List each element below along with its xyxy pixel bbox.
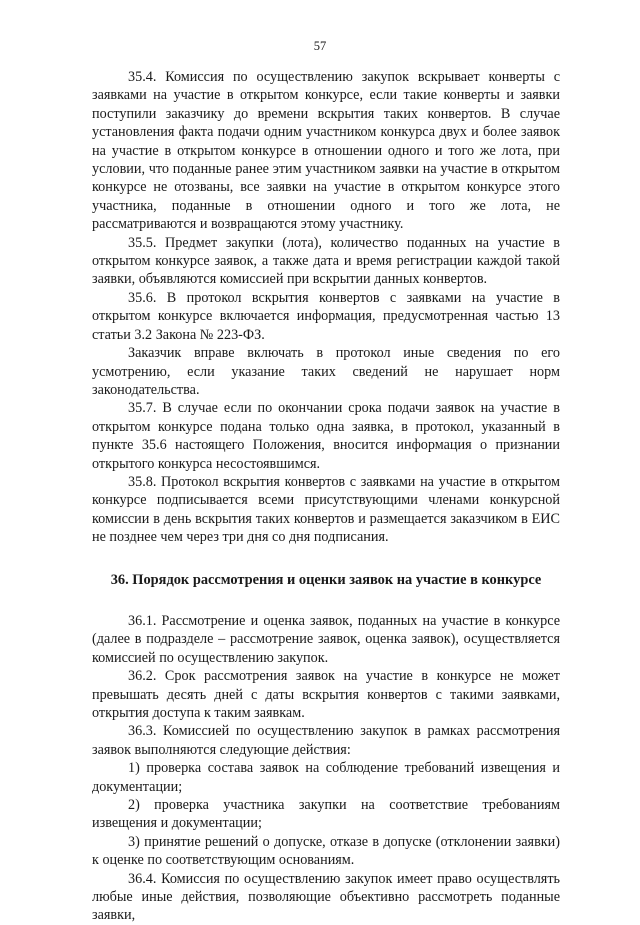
section-title-36: 36. Порядок рассмотрения и оценки заявок на участие в конкурсе (110, 571, 542, 588)
paragraph-35-7: 35.7. В случае если по окончании срока подачи заявок на участие в открытом конкурсе подана только одна заявка, в протокол, указанный в пункте 35.6 настоящего Положения, вносится информация о признании открытого конкурса несостоявшимся. (92, 400, 560, 472)
list-item-2: 2) проверка участника закупки на соответствие требованиям извещения и документации; (92, 797, 560, 832)
page-number: 57 (313, 39, 327, 53)
list-item-1: 1) проверка состава заявок на соблюдение требований извещения и документации; (92, 760, 560, 795)
list-item-3: 3) принятие решений о допуске, отказе в допуске (отклонении заявки) к оценке по соответствующим основаниям. (92, 833, 560, 869)
paragraph-35-6: 35.6. В протокол вскрытия конвертов с заявками на участие в открытом конкурсе включается информация, предусмотренная частью 13 статьи 3.2 Закона № 223-ФЗ. (92, 289, 560, 343)
paragraph-36-2: 36.2. Срок рассмотрения заявок на участие в конкурсе не может превышать десять дней с даты вскрытия конвертов с такими заявками, открытия доступа к таким заявкам. (92, 668, 560, 721)
paragraph-35-4: 35.4. Комиссия по осуществлению закупок вскрывает конверты с заявками на участие в открытом конкурсе, если такие конверты и заявки поступили заказчику до времени вскрытия таких конвертов. В случае установления факта подачи одним участником конкурса двух и более заявок на участие в открытом конкурсе в отношении одного и того же лота, при условии, что поданные ранее этим участником заявки на участие в открытом конкурсе не отозваны, все заявки на участие в открытом конкурсе этого участника, поданные в отношении одного и того же лота, не рассматриваются и возвращаются этому участнику. (92, 69, 560, 233)
paragraph-35-5: 35.5. Предмет закупки (лота), количество поданных на участие в открытом конкурсе заявок, а также дата и время регистрации каждой такой заявки, объявляются комиссией при вскрытии данных конвертов. (92, 234, 560, 288)
paragraph-35-8: 35.8. Протокол вскрытия конвертов с заявками на участие в открытом конкурсе подписывается всеми присутствующими членами конкурсной комиссии в день вскрытия таких конвертов и размещается заказчиком в ЕИС не позднее чем через три дня со дня подписания. (92, 473, 560, 546)
paragraph-36-4: 36.4. Комиссия по осуществлению закупок имеет право осуществлять любые иные действия, позволяющие объективно рассмотреть поданные заявки, (92, 870, 560, 924)
paragraph-customer-right: Заказчик вправе включать в протокол иные сведения по его усмотрению, если указание таких сведений не нарушает норм законодательства. (92, 345, 560, 398)
paragraph-36-1: 36.1. Рассмотрение и оценка заявок, поданных на участие в конкурсе (далее в подразделе – рассмотрение заявок, оценка заявок), осуществляется комиссией по осуществлению закупок. (92, 612, 560, 666)
paragraph-36-3: 36.3. Комиссией по осуществлению закупок в рамках рассмотрения заявок выполняются следующие действия: (92, 723, 560, 758)
document-body (92, 68, 560, 925)
